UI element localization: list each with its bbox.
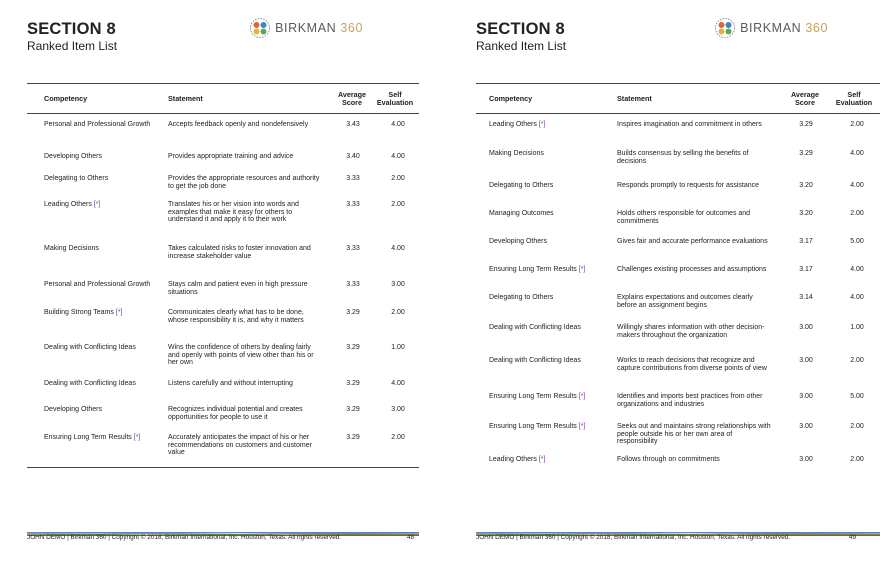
cell-competency: Delegating to Others [489,182,554,189]
cell-statement: Works to reach decisions that recognize and capture contributions from diverse points of view [617,357,767,372]
table-row [476,114,880,143]
cell-self-evaluation: 3.00 [391,281,405,288]
cell-competency: Developing Others [44,406,102,413]
logo-wordmark [275,21,363,35]
cell-statement: Stays calm and patient even in high pressure situations [168,281,308,296]
col-statement: Statement [168,94,203,103]
table-row [27,373,419,399]
cell-self-evaluation: 2.00 [850,357,864,364]
cell-statement: Accurately anticipates the impact of his or her recommendations on customers and customer value [168,434,312,457]
cell-self-evaluation: 2.00 [850,121,864,128]
table-row [476,287,880,317]
table-row [27,146,419,168]
cell-competency: Dealing with Conflicting Ideas [44,344,136,351]
star-marker: [*] [93,201,101,208]
cell-self-evaluation: 1.00 [391,344,405,351]
cell-self-evaluation: 2.00 [850,423,864,430]
cell-competency: Ensuring Long Term Results [*] [489,393,586,400]
cell-average-score: 3.17 [799,238,813,245]
cell-statement: Accepts feedback openly and nondefensively [168,121,309,128]
ranked-item-table [476,83,880,467]
birkman-logo [249,17,363,39]
table-body [476,114,880,467]
table-row [476,231,880,259]
cell-competency: Dealing with Conflicting Ideas [489,324,581,331]
footer-copyright: JOHN DEMO | Birkman 360 | Copyright © 2018, Birkman International, Inc. Houston, Texas. All rights reserved. [476,534,791,541]
cell-statement: Translates his or her vision into words and examples that make it easy for others to understand it and apply it to their work [168,201,299,224]
cell-statement: Gives fair and accurate performance evaluations [617,238,768,245]
table-row [27,238,419,274]
table-row [476,259,880,287]
cell-competency: Delegating to Others [489,294,554,301]
cell-self-evaluation: 4.00 [850,266,864,273]
cell-self-evaluation: 4.00 [391,245,405,252]
cell-statement: Seeks out and maintains strong relationships with people outside his or her own area of responsibility [617,423,771,446]
cell-statement: Listens carefully and without interrupting [168,380,293,387]
cell-statement: Takes calculated risks to foster innovation and increase stakeholder value [168,245,311,260]
star-marker: [*] [133,434,141,441]
cell-statement: Provides appropriate training and advice [168,153,294,160]
cell-self-evaluation: 4.00 [850,294,864,301]
logo-wordmark [740,21,828,35]
cell-average-score: 3.00 [799,324,813,331]
cell-average-score: 3.17 [799,266,813,273]
logo-brand: BIRKMAN [275,21,337,35]
cell-average-score: 3.29 [346,406,360,413]
col-statement: Statement [617,94,652,103]
cell-average-score: 3.33 [346,201,360,208]
cell-competency: Developing Others [489,238,547,245]
cell-average-score: 3.00 [799,423,813,430]
cell-self-evaluation: 3.00 [391,406,405,413]
cell-self-evaluation: 4.00 [391,380,405,387]
col-average-score: Average Score [337,89,367,107]
cell-statement: Identifies and imports best practices from other organizations and industries [617,393,763,408]
cell-average-score: 3.00 [799,357,813,364]
cell-competency: Ensuring Long Term Results [*] [489,423,586,430]
cell-statement: Follows through on commitments [617,456,720,463]
page-header [27,0,418,80]
cell-competency: Making Decisions [489,150,544,157]
footer-color-bar [476,523,880,527]
table-row [27,302,419,337]
cell-average-score: 3.29 [346,344,360,351]
table-row [27,399,419,427]
cell-self-evaluation: 4.00 [391,121,405,128]
section-title: SECTION 8 [476,20,565,38]
cell-self-evaluation: 5.00 [850,238,864,245]
cell-statement: Inspires imagination and commitment in others [617,121,762,128]
cell-statement: Responds promptly to requests for assistance [617,182,760,189]
table-header [27,84,419,114]
cell-self-evaluation: 4.00 [850,150,864,157]
table-row [27,114,419,146]
cell-statement: Provides the appropriate resources and authority to get the job done [168,175,320,190]
cell-competency: Making Decisions [44,245,99,252]
star-marker: [*] [538,121,546,128]
cell-average-score: 3.20 [799,182,813,189]
section-title: SECTION 8 [27,20,116,38]
star-marker: [*] [538,456,546,463]
cell-average-score: 3.00 [799,393,813,400]
cell-competency: Dealing with Conflicting Ideas [44,380,136,387]
cell-competency: Leading Others [*] [489,121,546,128]
cell-competency: Dealing with Conflicting Ideas [489,357,581,364]
section-subtitle: Ranked Item List [476,39,567,53]
ranked-item-table [27,83,419,468]
logo-number: 360 [340,21,363,35]
cell-average-score: 3.29 [799,150,813,157]
cell-average-score: 3.20 [799,210,813,217]
cell-self-evaluation: 2.00 [391,309,405,316]
cell-statement: Communicates clearly what has to be done, whose responsibility it is, and why it matters [168,309,304,324]
cell-self-evaluation: 5.00 [850,393,864,400]
cell-self-evaluation: 1.00 [850,324,864,331]
cell-statement: Wins the confidence of others by dealing fairly and openly with points of view other than his or her own [168,344,314,367]
table-row [27,194,419,238]
cell-average-score: 3.43 [346,121,360,128]
star-marker: [*] [578,266,586,273]
page-number: 49 [849,534,857,541]
cell-statement: Willingly shares information with other decision-makers throughout the organization [617,324,765,339]
cell-self-evaluation: 2.00 [391,175,405,182]
cell-statement: Builds consensus by selling the benefits of decisions [617,150,749,165]
cell-competency: Ensuring Long Term Results [*] [489,266,586,273]
page-header [476,0,854,80]
table-row [476,449,880,467]
col-self-evaluation: Self Evaluation [376,89,414,107]
cell-statement: Challenges existing processes and assumptions [617,266,767,273]
cell-average-score: 3.14 [799,294,813,301]
table-row [27,274,419,302]
cell-self-evaluation: 4.00 [850,182,864,189]
cell-competency: Managing Outcomes [489,210,554,217]
cell-competency: Building Strong Teams [*] [44,309,123,316]
cell-average-score: 3.40 [346,153,360,160]
cell-competency: Leading Others [*] [44,201,101,208]
table-row [27,337,419,373]
cell-average-score: 3.33 [346,245,360,252]
cell-statement: Recognizes individual potential and creates opportunities for people to use it [168,406,303,421]
table-row [476,143,880,175]
page-49 [440,0,880,565]
cell-average-score: 3.29 [346,380,360,387]
cell-competency: Delegating to Others [44,175,109,182]
birkman-logo [714,17,828,39]
footer-color-bar [27,523,419,527]
table-row [27,427,419,467]
star-marker: [*] [115,309,123,316]
cell-average-score: 3.29 [346,434,360,441]
cell-self-evaluation: 2.00 [391,434,405,441]
table-row [476,416,880,449]
table-row [476,350,880,386]
col-self-evaluation: Self Evaluation [835,89,873,107]
cell-statement: Holds others responsible for outcomes and commitments [617,210,751,225]
logo-number: 360 [805,21,828,35]
cell-average-score: 3.29 [346,309,360,316]
cell-statement: Explains expectations and outcomes clearly before an assignment begins [617,294,753,309]
cell-average-score: 3.00 [799,456,813,463]
cell-self-evaluation: 4.00 [391,153,405,160]
star-marker: [*] [578,423,586,430]
table-row [476,175,880,203]
col-competency: Competency [489,94,533,103]
cell-competency: Leading Others [*] [489,456,546,463]
cell-self-evaluation: 2.00 [391,201,405,208]
table-row [27,168,419,194]
section-subtitle: Ranked Item List [27,39,118,53]
cell-competency: Personal and Professional Growth [44,281,151,288]
cell-competency: Ensuring Long Term Results [*] [44,434,141,441]
cell-self-evaluation: 2.00 [850,210,864,217]
table-row [476,203,880,231]
star-marker: [*] [578,393,586,400]
table-row [476,317,880,350]
cell-self-evaluation: 2.00 [850,456,864,463]
table-header [476,84,880,114]
col-average-score: Average Score [790,89,820,107]
logo-brand: BIRKMAN [740,21,802,35]
table-row [476,386,880,416]
cell-average-score: 3.29 [799,121,813,128]
footer-copyright: JOHN DEMO | Birkman 360 | Copyright © 2018, Birkman International, Inc. Houston, Texas. All rights reserved. [27,534,342,541]
cell-competency: Personal and Professional Growth [44,121,151,128]
page-number: 48 [407,534,415,541]
table-body [27,114,419,467]
col-competency: Competency [44,94,88,103]
cell-competency: Developing Others [44,153,102,160]
birkman-logo-icon [714,17,736,39]
birkman-logo-icon [249,17,271,39]
cell-average-score: 3.33 [346,175,360,182]
cell-average-score: 3.33 [346,281,360,288]
